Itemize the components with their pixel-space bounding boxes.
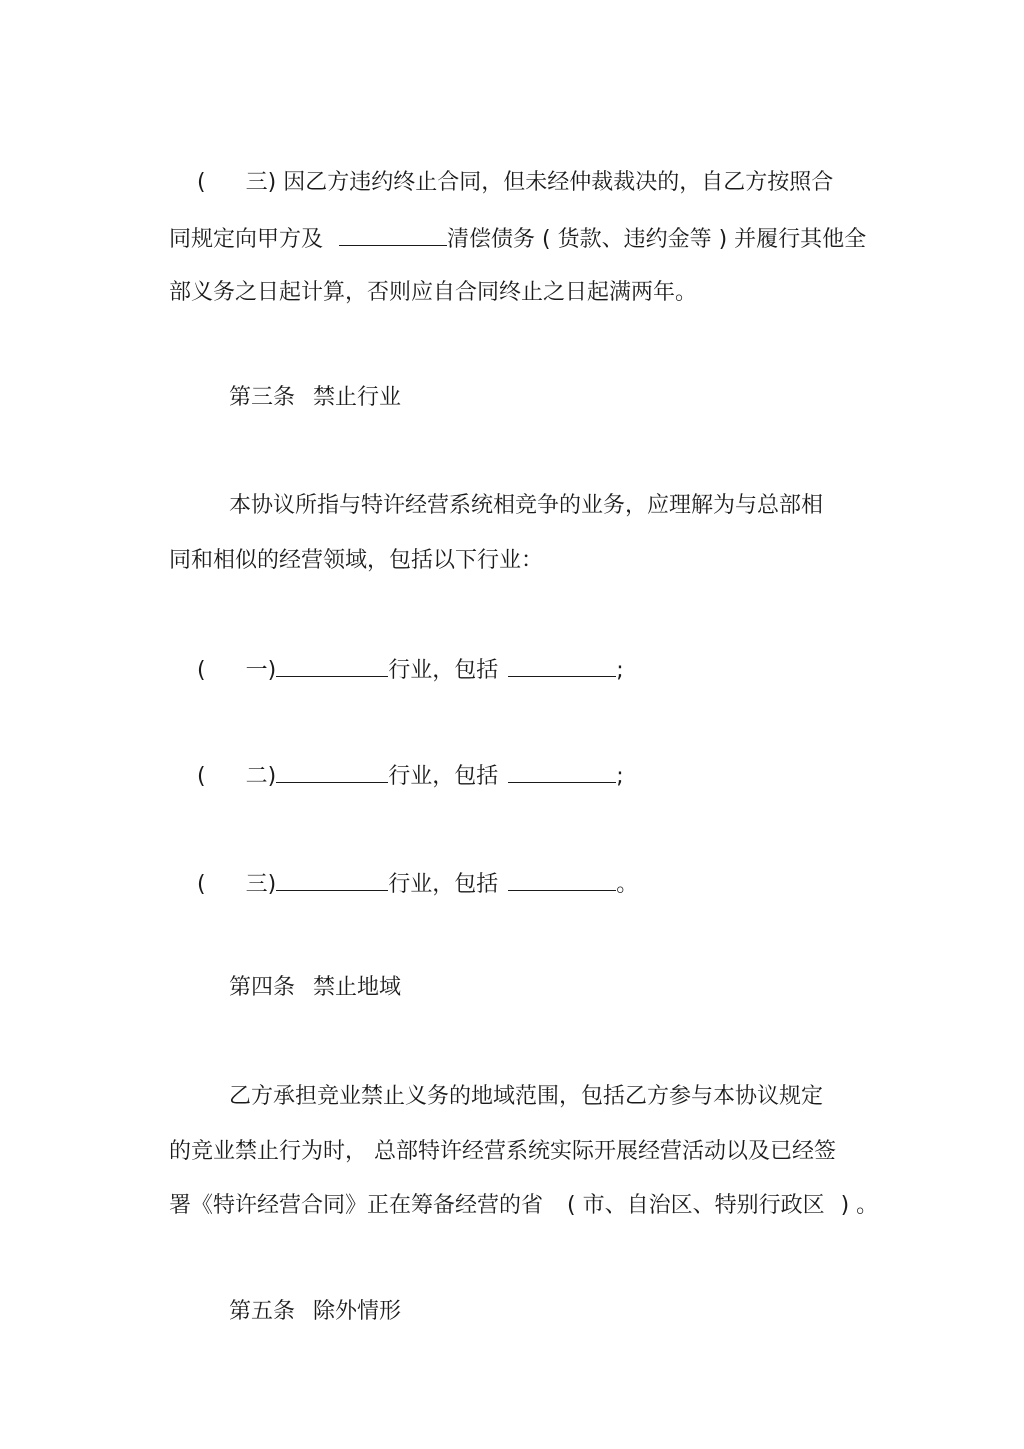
- paragraph-text: 清偿债务: [447, 227, 536, 252]
- article-number: 第五条: [229, 1299, 296, 1324]
- article-number: 第三条: [229, 385, 296, 410]
- paragraph-text: 署《特许经营合同》正在筹备经营的省: [169, 1193, 544, 1218]
- paren-open: (: [197, 872, 206, 897]
- paragraph-text: ) 。: [840, 1193, 879, 1218]
- paragraph-line: [155, 248, 698, 305]
- item-text: 行业，包括: [388, 872, 499, 897]
- paragraph-text: 因乙方违约终止合同，但未经仲裁裁决的，自乙方按照合: [283, 170, 834, 195]
- item-end: ;: [616, 764, 624, 789]
- paragraph-line: [183, 138, 834, 195]
- paragraph-line: [215, 1052, 824, 1109]
- paragraph-line: [215, 461, 824, 518]
- paren-open: (: [197, 764, 206, 789]
- article-title: 除外情形: [313, 1299, 402, 1324]
- paragraph-line: [155, 1161, 879, 1218]
- item-number: 三): [245, 872, 277, 897]
- paragraph-line: [155, 193, 867, 252]
- article-heading: [215, 353, 402, 410]
- item-text: 行业，包括: [388, 658, 499, 683]
- paragraph-text: ) 并履行其他全: [718, 227, 867, 252]
- paren-open: (: [197, 658, 206, 683]
- paragraph-line: [155, 1107, 836, 1164]
- paragraph-text: 本协议所指与特许经营系统相竞争的业务，应理解为与总部相: [229, 493, 824, 518]
- article-heading: [215, 943, 402, 1000]
- fill-in-blank: [276, 760, 388, 783]
- item-end: 。: [616, 872, 639, 897]
- paragraph-text: ( 货款、违约金等: [542, 227, 712, 252]
- article-heading: [215, 1267, 402, 1324]
- paragraph-text: 乙方承担竞业禁止义务的地域范围，包括乙方参与本协议规定: [229, 1084, 824, 1109]
- paragraph-text: ( 市、自治区、特别行政区: [567, 1193, 825, 1218]
- article-number: 第四条: [229, 975, 296, 1000]
- paragraph-text: 的竞业禁止行为时， 总部特许经营系统实际开展经营活动以及已经签: [169, 1139, 836, 1164]
- item-end: ;: [616, 658, 624, 683]
- paragraph-line: [155, 516, 544, 573]
- item-number: 二): [245, 764, 277, 789]
- paragraph-text: 部义务之日起计算，否则应自合同终止之日起满两年。: [169, 280, 698, 305]
- fill-in-blank: [276, 868, 388, 891]
- item-number: 三): [245, 170, 277, 195]
- paragraph-text: 同规定向甲方及: [169, 227, 324, 252]
- article-title: 禁止地域: [313, 975, 402, 1000]
- article-title: 禁止行业: [313, 385, 402, 410]
- item-number: 一): [245, 658, 277, 683]
- fill-in-blank: [508, 868, 616, 891]
- paren-open: (: [197, 170, 206, 195]
- list-item: [183, 624, 624, 683]
- fill-in-blank: [508, 654, 616, 677]
- list-item: [183, 838, 639, 897]
- item-text: 行业，包括: [388, 764, 499, 789]
- fill-in-blank: [508, 760, 616, 783]
- list-item: [183, 730, 624, 789]
- fill-in-blank: [276, 654, 388, 677]
- fill-in-blank: [339, 223, 447, 246]
- paragraph-text: 同和相似的经营领域，包括以下行业：: [169, 548, 544, 573]
